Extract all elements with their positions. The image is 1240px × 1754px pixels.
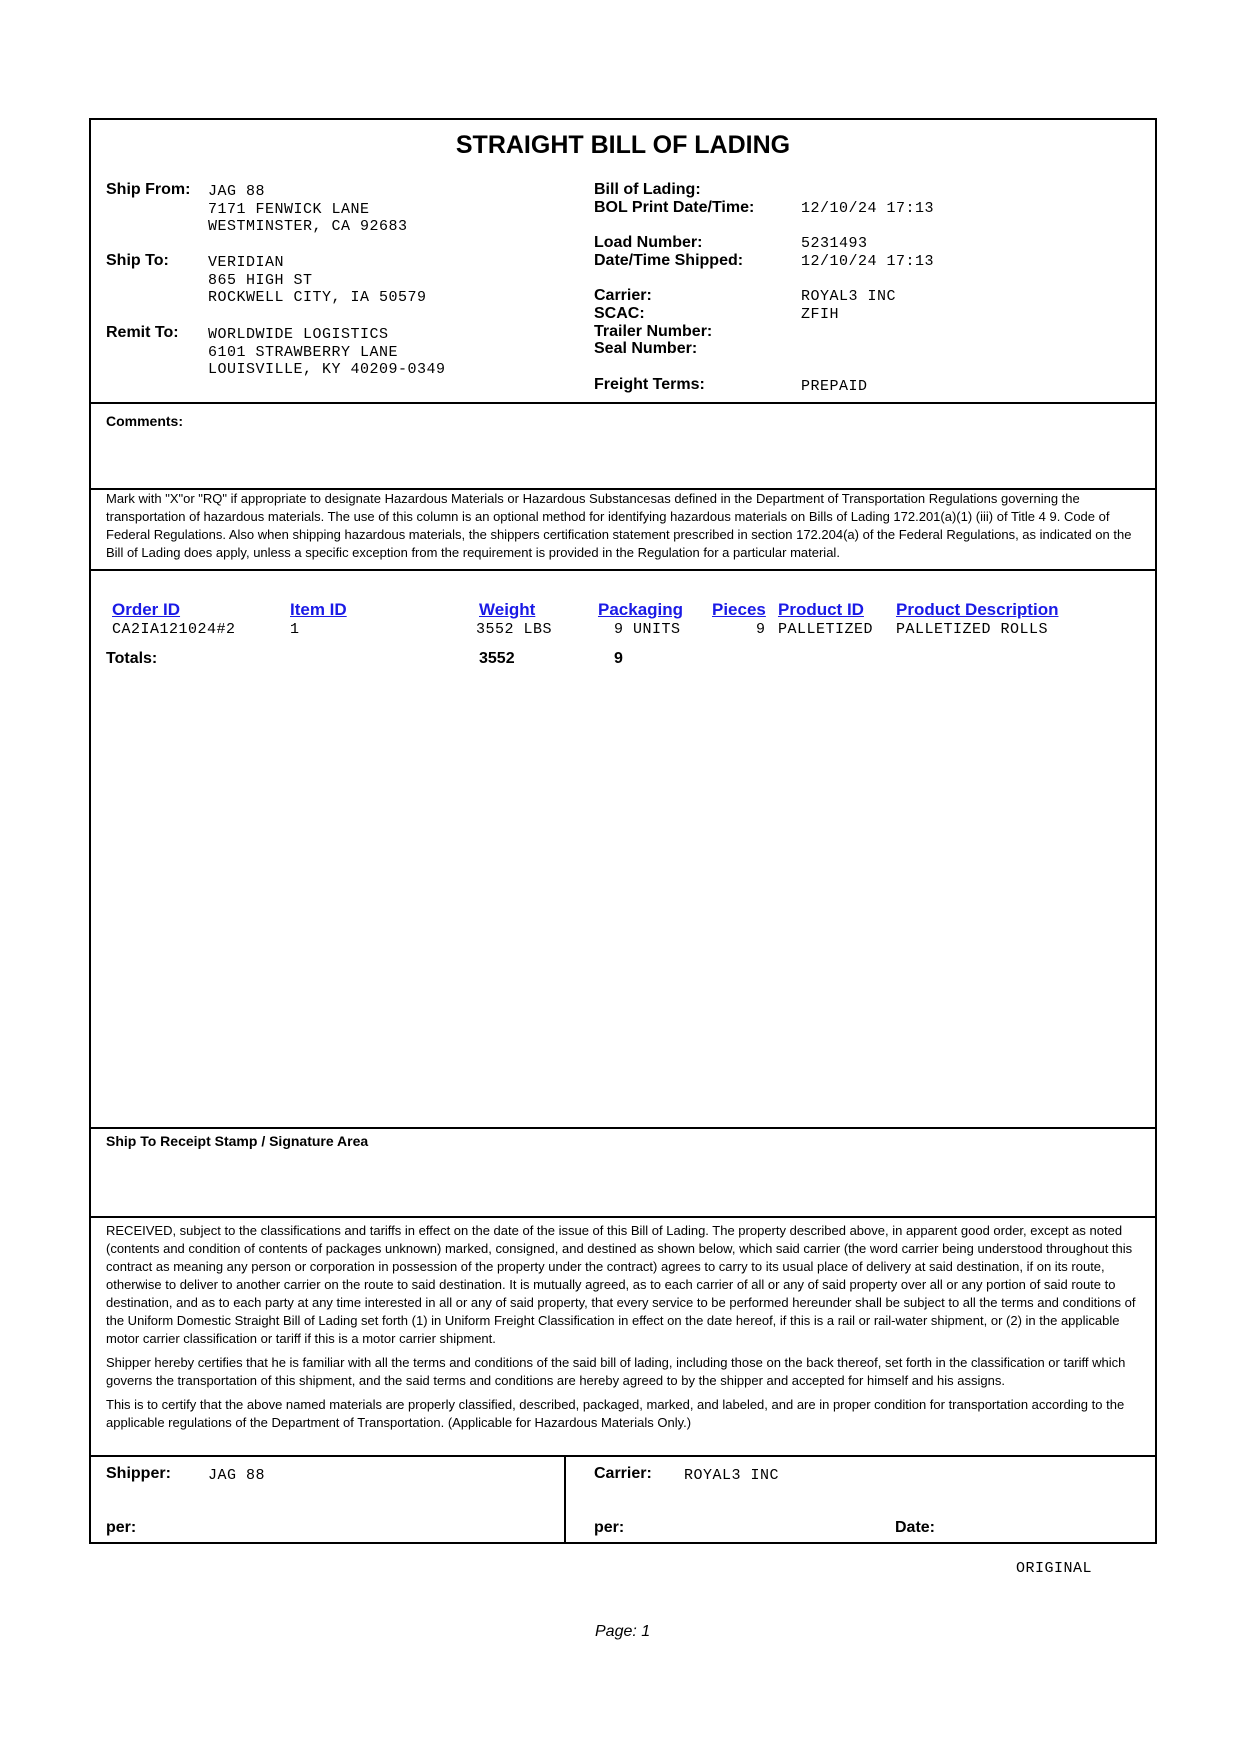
ship-from-line: 7171 FENWICK LANE xyxy=(208,200,370,218)
remit-to-line: LOUISVILLE, KY 40209-0349 xyxy=(208,361,446,378)
ship-from-line: WESTMINSTER, CA 92683 xyxy=(208,218,408,235)
cell-weight: 3552 LBS xyxy=(476,621,553,638)
shipper-certification-paragraph: Shipper hereby certifies that he is familiar with all the terms and conditions of the said bill of lading, including those on the back thereof, set forth in the classification or tariff which governs the transportation of this shipment, and the said terms and conditions are hereby agreed to by the shipper and accepted for himself and his assigns. xyxy=(106,1355,1126,1388)
ship-to-line: 865 HIGH ST xyxy=(208,271,313,289)
load-number-label: Load Number: xyxy=(594,234,703,251)
hazmat-notice xyxy=(106,490,1136,568)
freight-terms-value: PREPAID xyxy=(801,378,868,395)
remit-to-line: WORLDWIDE LOGISTICS xyxy=(208,326,389,343)
cell-product-id: PALLETIZED xyxy=(778,621,874,638)
cell-pieces: 9 xyxy=(756,621,766,638)
remit-to-line: 6101 STRAWBERRY LANE xyxy=(208,343,399,361)
column-header-order-id[interactable]: Order ID xyxy=(112,600,181,619)
column-header-item-id[interactable]: Item ID xyxy=(290,600,347,619)
shipper-value: JAG 88 xyxy=(208,1467,266,1484)
cell-item-id: 1 xyxy=(290,621,300,638)
seal-number-label: Seal Number: xyxy=(594,340,698,357)
date-shipped-label: Date/Time Shipped: xyxy=(594,252,744,269)
page-number: Page: 1 xyxy=(595,1623,651,1640)
column-header-product-id[interactable]: Product ID xyxy=(778,600,864,619)
divider-header xyxy=(89,402,1157,404)
bol-label: Bill of Lading: xyxy=(594,181,701,198)
comments-label: Comments: xyxy=(106,413,184,429)
carrier-label: Carrier: xyxy=(594,287,652,304)
divider-signature xyxy=(89,1216,1157,1218)
scac-value: ZFIH xyxy=(801,306,840,323)
ship-to-line: VERIDIAN xyxy=(208,254,285,271)
footer-carrier-value: ROYAL3 INC xyxy=(684,1467,780,1484)
column-header-pieces[interactable]: Pieces xyxy=(712,600,766,619)
document-title: STRAIGHT BILL OF LADING xyxy=(455,131,791,159)
received-paragraph: RECEIVED, subject to the classifications and tariffs in effect on the date of the issue of this Bill of Lading. The property described above, in apparent good order, except as noted (contents and condition of contents of packages unknown) marked, consigned, and destined as shown below, which said carrier (the word carrier being understood throughout this contract as meaning any person or corporation in possession of the property under the contract) agrees to carry to its usual place of delivery at said destination, if on its route, otherwise to deliver to another carrier on the route to said destination. It is mutually agreed, as to each carrier of all or any of said property over all or any portion of said route to destination, and as to each party at any time interested in all or any of said property, that every service to be performed hereunder shall be subject to all the terms and conditions of the Uniform Domestic Straight Bill of Lading set forth (1) in Uniform Freight Classification in effect on the date hereof, if this is a rail or rail-water shipment, or (2) in the applicable motor carrier classification or tariff if this is a motor carrier shipment. xyxy=(106,1223,1136,1346)
carrier-value: ROYAL3 INC xyxy=(801,288,897,305)
freight-terms-label: Freight Terms: xyxy=(594,376,705,393)
received-terms xyxy=(106,1222,1136,1438)
remit-to-label: Remit To: xyxy=(106,324,179,341)
bol-print-value: 12/10/24 17:13 xyxy=(801,200,935,217)
totals-weight: 3552 xyxy=(479,650,515,667)
bol-print-label: BOL Print Date/Time: xyxy=(594,199,755,216)
shipper-label: Shipper: xyxy=(106,1465,171,1482)
trailer-number-label: Trailer Number: xyxy=(594,323,713,340)
divider-footer-vertical xyxy=(564,1455,566,1543)
totals-label: Totals: xyxy=(106,650,158,667)
ship-to-label: Ship To: xyxy=(106,252,169,269)
date-label: Date: xyxy=(895,1519,936,1536)
column-header-weight[interactable]: Weight xyxy=(479,600,536,619)
shipper-per-label: per: xyxy=(106,1519,137,1536)
totals-pieces: 9 xyxy=(614,650,623,667)
ship-from-line: JAG 88 xyxy=(208,183,266,200)
column-header-packaging[interactable]: Packaging xyxy=(598,600,684,619)
ship-from-label: Ship From: xyxy=(106,181,191,198)
divider-hazmat xyxy=(89,569,1157,571)
ship-to-address xyxy=(208,254,427,307)
signature-area-label: Ship To Receipt Stamp / Signature Area xyxy=(106,1133,369,1149)
hazmat-notice-text: Mark with "X"or "RQ" if appropriate to designate Hazardous Materials or Hazardous Substancesas defined in the Department of Transportation Regulations governing the transportation of hazardous materials. The use of this column is an optional method for identifying hazardous materials on Bills of Lading 172.201(a)(1) (iii) of Title 4 9. Code of Federal Regulations. Also when shipping hazardous materials, the shippers certification statement prescribed in section 172.204(a) of the Federal Regulations, as indicated on the Bill of Lading does apply, unless a specific exception from the requirement is provided in the Regulation for a particular material. xyxy=(106,491,1132,560)
scac-label: SCAC: xyxy=(594,305,645,322)
date-shipped-value: 12/10/24 17:13 xyxy=(801,253,935,270)
divider-terms xyxy=(89,1455,1157,1457)
load-number-value: 5231493 xyxy=(801,235,868,252)
copy-label: ORIGINAL xyxy=(1016,1560,1093,1577)
cell-packaging: 9 UNITS xyxy=(614,621,681,638)
cell-product-description: PALLETIZED ROLLS xyxy=(896,621,1049,638)
ship-from-address xyxy=(208,183,408,236)
hazmat-certification-paragraph: This is to certify that the above named materials are properly classified, described, packaged, marked, and labeled, and are in proper condition for transportation according to the applicable regulations of the Department of Transportation. (Applicable for Hazardous Materials Only.) xyxy=(106,1397,1125,1430)
divider-items xyxy=(89,1127,1157,1129)
carrier-per-label: per: xyxy=(594,1519,625,1536)
column-header-product-description[interactable]: Product Description xyxy=(896,600,1059,619)
cell-order-id: CA2IA121024#2 xyxy=(112,621,236,638)
remit-to-address xyxy=(208,326,446,379)
footer-carrier-label: Carrier: xyxy=(594,1465,652,1482)
ship-to-line: ROCKWELL CITY, IA 50579 xyxy=(208,289,427,306)
